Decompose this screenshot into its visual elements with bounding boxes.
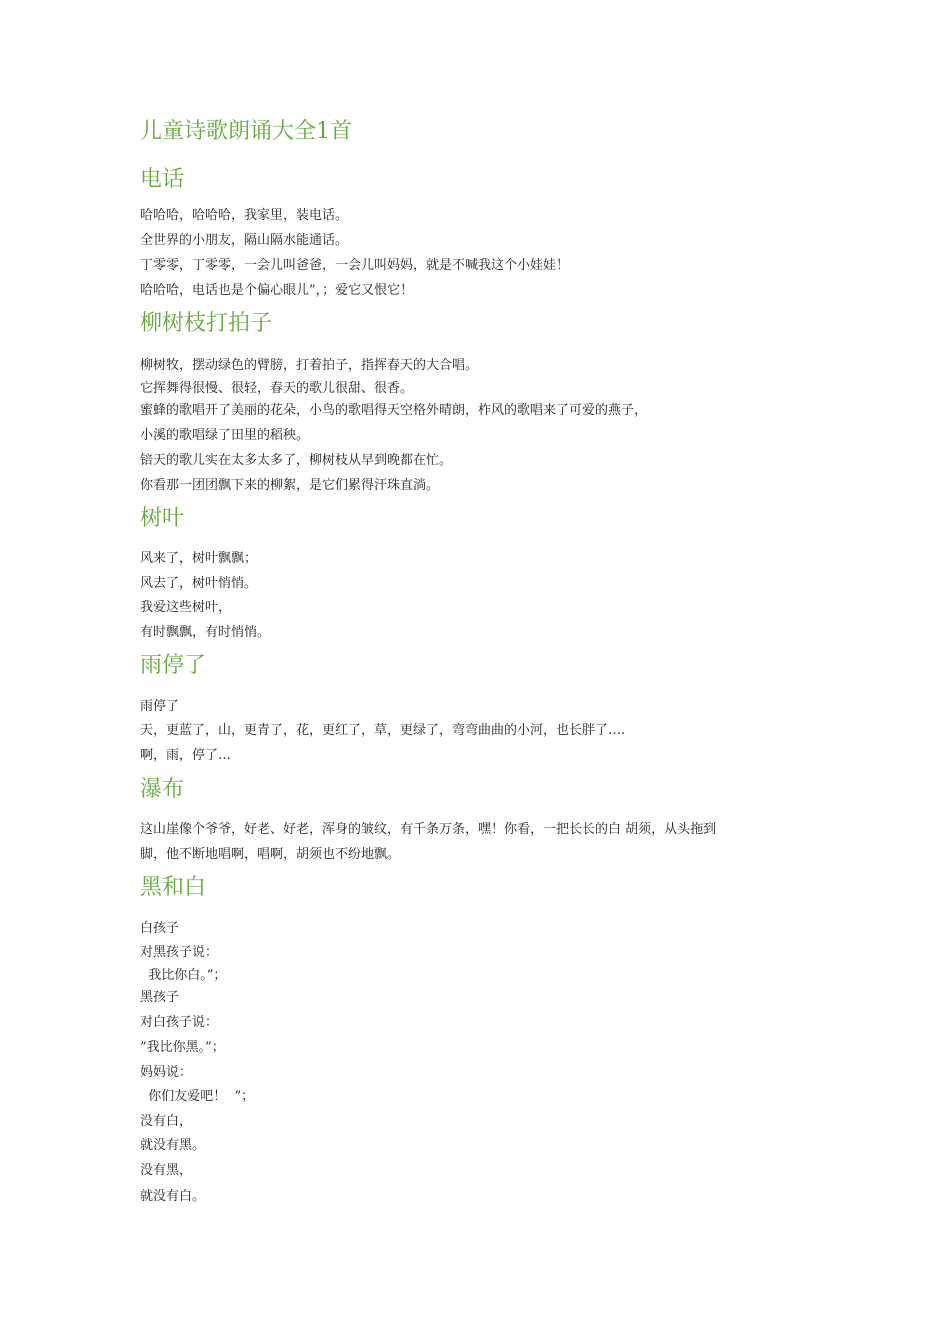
poem-line: 天，更蓝了，山，更青了，花，更红了，草，更绿了，弯弯曲曲的小河，也长胖了…. <box>140 723 626 738</box>
section-heading-black-and-white: 黑和白 <box>140 875 207 900</box>
poem-line: 哈哈哈，电话也是个偏心眼儿”，；爱它又恨它！ <box>140 283 414 298</box>
poem-line: 全世界的小朋友，隔山隔水能通话。 <box>140 233 349 248</box>
poem-line: 对白孩子说： <box>140 1015 219 1030</box>
poem-line: 脚，他不断地唱啊，唱啊，胡须也不纷地飘。 <box>140 847 401 862</box>
section-heading-willow: 柳树枝打拍子 <box>140 311 273 336</box>
poem-line: 你看那一团团飘下来的柳絮，是它们累得汗珠直淌。 <box>140 478 440 493</box>
poem-line: 就没有黑。 <box>140 1138 206 1153</box>
section-heading-rain-stopped: 雨停了 <box>140 653 207 678</box>
poem-line: 对黑孩子说： <box>140 945 219 960</box>
poem-line: 这山崖像个爷爷，好老、好老，浑身的皱纹，有千条万条，嘿！你看，一把长长的白 胡须，从头拖到 <box>140 822 717 837</box>
poem-line: 锫天的歌儿实在太多太多了，柳树枝从早到晚都在忙。 <box>140 453 453 468</box>
poem-line: 丁零零，丁零零，一会儿叫爸爸，一会儿叫妈妈，就是不喊我这个小娃娃！ <box>140 258 570 273</box>
poem-line: 黑孩子 <box>140 990 180 1005</box>
poem-line: 我爱这些树叶， <box>140 600 232 615</box>
poem-line: 哈哈哈，哈哈哈，我家里，装电话。 <box>140 208 349 223</box>
section-heading-waterfall: 瀑布 <box>140 777 185 802</box>
poem-line: ”我比你黑。”； <box>140 1040 225 1055</box>
poem-line: 啊，雨，停了… <box>140 748 232 763</box>
poem-line: 雨停了 <box>140 699 180 714</box>
poem-line: 没有白， <box>140 1114 193 1129</box>
poem-line: 没有黑， <box>140 1163 193 1178</box>
poem-line: 白孩子 <box>140 921 180 936</box>
poem-line: 我比你白。”； <box>140 968 227 983</box>
poem-line: 柳树牧，摆动绿色的臂膀，打着拍子，指挥春天的大合唱。 <box>140 358 479 373</box>
poem-line: 妈妈说： <box>140 1065 193 1080</box>
poem-line: 风来了，树叶飘飘； <box>140 551 258 566</box>
poem-line: 它挥舞得很慢、很轻，春天的歌儿很甜、很香。 <box>140 381 414 396</box>
poem-line: 就没有白。 <box>140 1189 206 1204</box>
section-heading-telephone: 电话 <box>140 167 185 192</box>
poem-line: 有时飘飘，有时悄悄。 <box>140 625 271 640</box>
document-title: 儿童诗歌朗诵大全1首 <box>140 119 352 144</box>
poem-line: 小溪的歌唱绿了田里的稻秧。 <box>140 428 310 443</box>
poem-line: 你们友爱吧！ ”； <box>140 1089 255 1104</box>
poem-line: 风去了，树叶悄悄。 <box>140 576 258 591</box>
section-heading-leaves: 树叶 <box>140 506 185 531</box>
poem-line: 蜜蜂的歌唱开了美丽的花朵，小鸟的歌唱得天空格外晴朗，柞风的歌唱来了可爱的燕子， <box>140 403 648 418</box>
